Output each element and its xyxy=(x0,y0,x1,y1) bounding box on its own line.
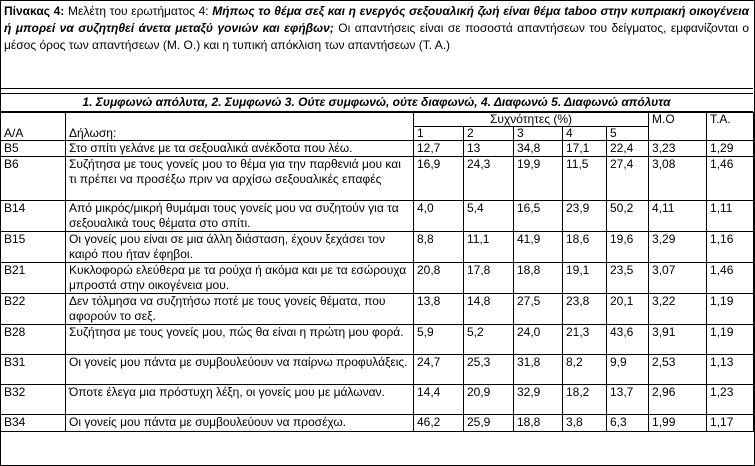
freq-3: 31,8 xyxy=(514,355,563,385)
level-header: 4 xyxy=(563,127,607,141)
freq-5: 43,6 xyxy=(607,325,649,355)
row-sd: 1,23 xyxy=(707,385,754,415)
freq-3: 19,9 xyxy=(514,157,563,201)
freq-4: 18,2 xyxy=(563,385,607,415)
freq-4: 23,8 xyxy=(563,294,607,325)
freq-4: 19,1 xyxy=(563,263,607,294)
freq-2: 11,1 xyxy=(464,232,514,263)
row-statement: Συζήτησα με τους γονείς μου το θέμα για την παρθενιά μου και τι πρέπει να προσέξω πριν να αρχίσω σεξουαλικές επαφές xyxy=(66,157,414,201)
row-mean: 2,96 xyxy=(649,385,707,415)
row-statement: Οι γονείς μου πάντα με συμβουλεύουν να προσέχω. xyxy=(66,415,414,432)
freq-3: 27,5 xyxy=(514,294,563,325)
freq-4: 3,8 xyxy=(563,415,607,432)
row-sd: 1,46 xyxy=(707,157,754,201)
freq-2: 20,9 xyxy=(464,385,514,415)
freq-1: 8,8 xyxy=(414,232,464,263)
freq-2: 17,8 xyxy=(464,263,514,294)
freq-4: 11,5 xyxy=(563,157,607,201)
row-sd: 1,16 xyxy=(707,232,754,263)
row-sd: 1,17 xyxy=(707,415,754,432)
response-scale: 1. Συμφωνώ απόλυτα, 2. Συμφωνώ 3. Ούτε συμφωνώ, ούτε διαφωνώ, 4. Διαφωνώ 5. Διαφωνώ απόλυτα xyxy=(0,94,753,112)
row-sd: 1,13 xyxy=(707,355,754,385)
row-sd: 1,46 xyxy=(707,263,754,294)
row-sd: 1,11 xyxy=(707,201,754,232)
freq-1: 4,0 xyxy=(414,201,464,232)
row-mean: 3,91 xyxy=(649,325,707,355)
freq-5: 20,1 xyxy=(607,294,649,325)
freq-2: 13 xyxy=(464,141,514,157)
freq-5: 27,4 xyxy=(607,157,649,201)
freq-2: 5,4 xyxy=(464,201,514,232)
level-header: 3 xyxy=(514,127,563,141)
row-statement: Οι γονείς μου πάντα με συμβουλεύουν να παίρνω προφυλάξεις. xyxy=(66,355,414,385)
row-statement: Συζήτησα με τους γονείς μου, πώς θα είναι η πρώτη μου φορά. xyxy=(66,325,414,355)
row-sd: 1,19 xyxy=(707,325,754,355)
freq-4: 17,1 xyxy=(563,141,607,157)
caption-question: Μήπως το θέμα σεξ και η ενεργός σεξουαλική ζωή είναι θέμα taboo στην κυπριακή οικογένεια ή μπορεί να συζητηθεί άνετα μεταξύ γονιών και εφήβων; xyxy=(4,4,750,35)
table-row xyxy=(1,263,754,294)
row-id: Β28 xyxy=(1,325,66,355)
row-mean: 3,22 xyxy=(649,294,707,325)
row-id: Β14 xyxy=(1,201,66,232)
row-id: Β21 xyxy=(1,263,66,294)
row-statement: Οι γονείς μου είναι σε μια άλλη διάσταση, έχουν ξεχάσει τον καιρό που ήταν έφηβοι. xyxy=(66,232,414,263)
row-statement: Κυκλοφορώ ελεύθερα με τα ρούχα ή ακόμα και με τα εσώρουχα μπροστά στην οικογένεια μου. xyxy=(66,263,414,294)
level-header: 1 xyxy=(414,127,464,141)
freq-3: 34,8 xyxy=(514,141,563,157)
freq-4: 23,9 xyxy=(563,201,607,232)
freq-5: 13,7 xyxy=(607,385,649,415)
freq-3: 32,9 xyxy=(514,385,563,415)
freq-4: 18,6 xyxy=(563,232,607,263)
freq-4: 8,2 xyxy=(563,355,607,385)
freq-2: 14,8 xyxy=(464,294,514,325)
row-id: Β22 xyxy=(1,294,66,325)
freq-5: 6,3 xyxy=(607,415,649,432)
row-id: Β34 xyxy=(1,415,66,432)
row-mean: 2,53 xyxy=(649,355,707,385)
freq-3: 24,0 xyxy=(514,325,563,355)
row-statement: Στο σπίτι γελάνε με τα σεξουαλικά ανέκδοτα που λέω. xyxy=(66,141,414,157)
frequencies-header: Συχνότητες (%) xyxy=(414,113,649,127)
frequency-table xyxy=(0,112,754,432)
freq-2: 25,9 xyxy=(464,415,514,432)
row-statement: Από μικρός/μικρή θυμάμαι τους γονείς μου να συζητούν για τα σεξουαλικά τους θέματα στο σπίτι. xyxy=(66,201,414,232)
level-header: 5 xyxy=(607,127,649,141)
row-mean: 3,07 xyxy=(649,263,707,294)
row-id: Β31 xyxy=(1,355,66,385)
row-id: Β15 xyxy=(1,232,66,263)
level-header: 2 xyxy=(464,127,514,141)
freq-1: 24,7 xyxy=(414,355,464,385)
table-row xyxy=(1,325,754,355)
row-statement: Όποτε έλεγα μια πρόστυχη λέξη, οι γονείς μου με μάλωναν. xyxy=(66,385,414,415)
freq-2: 24,3 xyxy=(464,157,514,201)
id-header: Α/Α xyxy=(1,127,66,141)
freq-4: 21,3 xyxy=(563,325,607,355)
caption-label: Πίνακας 4: xyxy=(4,4,65,18)
freq-5: 19,6 xyxy=(607,232,649,263)
freq-5: 23,5 xyxy=(607,263,649,294)
table-row xyxy=(1,415,754,432)
table-row xyxy=(1,355,754,385)
freq-3: 41,9 xyxy=(514,232,563,263)
mean-header: Μ.Ο xyxy=(649,113,707,141)
header-row-bottom xyxy=(1,127,754,141)
caption-intro: Μελέτη του ερωτήματος 4: xyxy=(64,4,213,18)
freq-3: 18,8 xyxy=(514,263,563,294)
row-mean: 3,23 xyxy=(649,141,707,157)
freq-5: 9,9 xyxy=(607,355,649,385)
freq-5: 50,2 xyxy=(607,201,649,232)
table-row xyxy=(1,141,754,157)
row-id: Β32 xyxy=(1,385,66,415)
row-sd: 1,29 xyxy=(707,141,754,157)
freq-1: 12,7 xyxy=(414,141,464,157)
row-statement: Δεν τόλμησα να συζητήσω ποτέ με τους γονείς θέματα, που αφορούν το σεξ. xyxy=(66,294,414,325)
row-id: Β5 xyxy=(1,141,66,157)
caption-note: Οι απαντήσεις είναι σε ποσοστά απαντήσεων του δείγματος, εμφανίζονται ο μέσος όρος των απαντήσεων (Μ. Ο.) και η τυπική απόκλιση των απαντήσεων (Τ. Α.) xyxy=(4,21,749,52)
freq-1: 14,4 xyxy=(414,385,464,415)
freq-1: 46,2 xyxy=(414,415,464,432)
freq-3: 16,5 xyxy=(514,201,563,232)
row-mean: 4,11 xyxy=(649,201,707,232)
row-id: Β6 xyxy=(1,157,66,201)
freq-1: 16,9 xyxy=(414,157,464,201)
row-sd: 1,19 xyxy=(707,294,754,325)
statement-header: Δήλωση: xyxy=(66,127,414,141)
freq-1: 5,9 xyxy=(414,325,464,355)
table-row xyxy=(1,157,754,201)
table-row xyxy=(1,201,754,232)
header-row-top xyxy=(1,113,754,127)
freq-2: 25,3 xyxy=(464,355,514,385)
table-row xyxy=(1,385,754,415)
freq-3: 18,8 xyxy=(514,415,563,432)
freq-1: 20,8 xyxy=(414,263,464,294)
freq-2: 5,2 xyxy=(464,325,514,355)
table-row xyxy=(1,232,754,263)
table-row xyxy=(1,294,754,325)
freq-1: 13,8 xyxy=(414,294,464,325)
freq-5: 22,4 xyxy=(607,141,649,157)
row-mean: 3,29 xyxy=(649,232,707,263)
row-mean: 1,99 xyxy=(649,415,707,432)
row-mean: 3,08 xyxy=(649,157,707,201)
sd-header: Τ.Α. xyxy=(707,113,754,141)
table-caption xyxy=(0,0,753,89)
